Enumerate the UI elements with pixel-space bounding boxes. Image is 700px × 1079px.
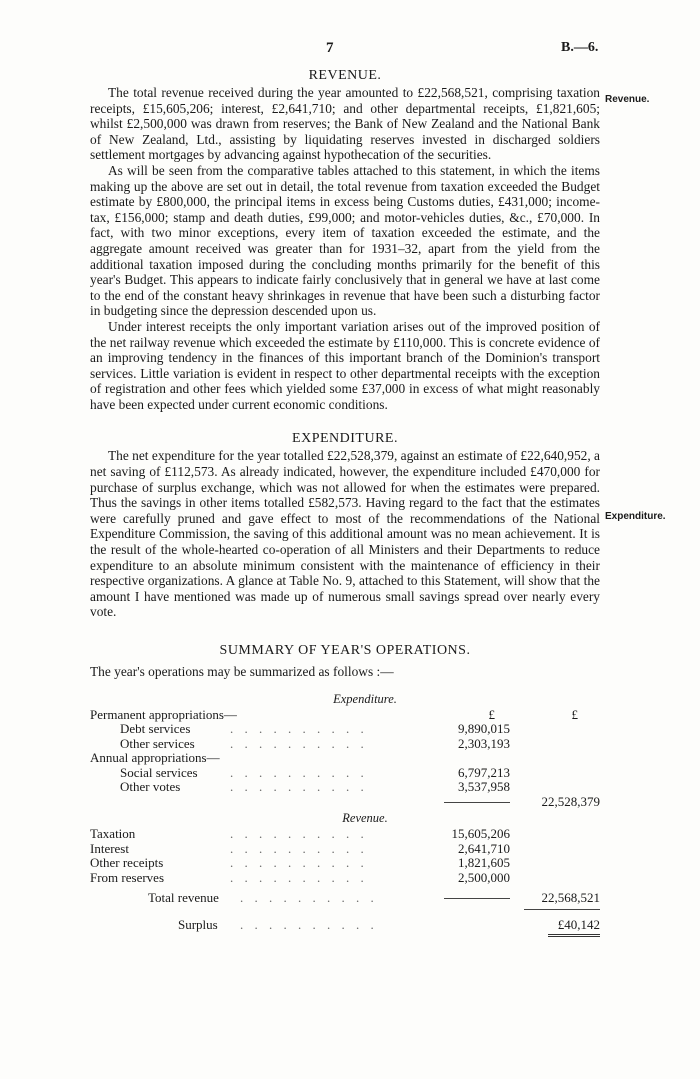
from-reserves-label: From reserves xyxy=(90,869,165,885)
revenue-heading: REVENUE. xyxy=(308,68,382,83)
revenue-paragraph-1: The total revenue received during the year amounted to £22,568,521, comprising taxation receipts, £15,605,206; interest, £2,641,710; and other departmental receipts, £1,821,605; whilst £2,500,000 was drawn from reserves; the Bank of New Zealand and the National Bank of New Zealand, Ltd., assisting by liquidating reserves invested in discharged soldiers settlement mortgages by advancing against hypothecation of the securities. xyxy=(90,85,600,163)
leader-dots: . . . . . . . . . . xyxy=(240,890,378,906)
leader-dots: . . . . . . . . . . xyxy=(230,855,368,871)
expenditure-subheading: Expenditure. xyxy=(333,691,397,706)
other-receipts-value: 1,821,605 xyxy=(458,855,510,871)
table-row xyxy=(90,722,600,737)
currency-col2: £ xyxy=(571,706,578,722)
leader-dots: . . . . . . . . . . xyxy=(230,869,368,885)
from-reserves-value: 2,500,000 xyxy=(458,869,510,885)
taxation-label: Taxation xyxy=(90,826,136,842)
expenditure-heading: EXPENDITURE. xyxy=(292,431,398,447)
permanent-appropriations-label: Permanent appropriations— xyxy=(90,706,237,722)
expenditure-paragraph-1: The net expenditure for the year totalled £22,528,379, against an estimate of £22,640,952, a net saving of £112,573. As already indicated, however, the expenditure included £470,000 for purchase of surplus exchange, which was not allowed for when the estimates were prepared. Thus the savings in other items totalled £582,573. Having regard to the fact that the estimates were carefully pruned and gave effect to most of the recommendations of the National Expenditure Commission, the saving of this additional amount was no mean achievement. It is the result of the whole-hearted co-operation of all Ministers and their Departments to reduce expenditure to an absolute minimum consistent with the maintenance of efficiency in their respective organizations. A glance at Table No. 9, attached to this Statement, will show that the amount I have mentioned was made up of numerous small savings spread over nearly every vote. xyxy=(90,448,600,620)
surplus-value: £40,142 xyxy=(557,916,600,932)
document-reference: B.—6. xyxy=(561,40,599,55)
revenue-subheading: Revenue. xyxy=(342,811,388,826)
social-services-value: 6,797,213 xyxy=(458,764,510,780)
total-revenue-value: 22,568,521 xyxy=(541,890,600,906)
leader-dots: . . . . . . . . . . xyxy=(230,764,368,780)
currency-col1: £ xyxy=(488,706,495,722)
table-row xyxy=(90,737,600,752)
taxation-value: 15,605,206 xyxy=(451,826,510,842)
table-row xyxy=(90,842,600,857)
table-row xyxy=(90,780,600,795)
margin-note-expenditure: Expenditure. xyxy=(605,511,666,522)
leader-dots: . . . . . . . . . . xyxy=(230,840,368,856)
other-services-label: Other services xyxy=(120,735,195,751)
total-revenue-label: Total revenue xyxy=(148,890,219,906)
currency-row xyxy=(90,708,600,723)
revenue-paragraph-2: As will be seen from the comparative tables attached to this statement, in which the items making up the above are set out in detail, the total revenue from taxation exceeded the Budget estimate by £800,000, the principal items in excess being Customs duties, £431,000; income-tax, £156,000; stamp and death duties, £99,000; and motor-vehicles duties, &c., £70,000. In fact, with two minor exceptions, every item of taxation exceeded the estimate, and the aggregate amount received was greater than for 1931–32, apart from the yield from the additional taxation imposed during the concluding months primarily for the benefit of this year's Budget. This appears to indicate fairly conclusively that in general we have at last come to the end of the constant heavy shrinkages in revenue that have been such a disturbing factor in budgeting since the depression descended upon us. xyxy=(90,162,600,319)
leader-dots: . . . . . . . . . . xyxy=(230,721,368,737)
margin-note-revenue: Revenue. xyxy=(605,94,650,105)
expenditure-section xyxy=(90,430,600,620)
revenue-paragraph-3: Under interest receipts the only important variation arises out of the improved position of the net railway revenue which exceeded the estimate by £110,000. This is concrete evidence of an improving tendency in the finances of this important branch of the Dominion's transport services. Little variation is evident in respect to other departmental receipts with the exception of registration and other fees which yielded some £37,000 in excess of what might reasonably have been expected under current economic conditions. xyxy=(90,318,600,412)
interest-value: 2,641,710 xyxy=(458,840,510,856)
document-body xyxy=(90,67,600,938)
table-row xyxy=(90,766,600,781)
total-underline xyxy=(524,909,600,910)
summary-heading: SUMMARY OF YEAR'S OPERATIONS. xyxy=(219,643,471,658)
interest-label: Interest xyxy=(90,840,129,856)
other-votes-value: 3,537,958 xyxy=(458,779,510,795)
debt-services-label: Debt services xyxy=(120,721,191,737)
page-number: 7 xyxy=(326,40,334,56)
table-row xyxy=(90,891,600,906)
subtotal-rule xyxy=(444,802,510,803)
table-row xyxy=(90,827,600,842)
table-row xyxy=(90,918,600,933)
other-votes-label: Other votes xyxy=(120,779,181,795)
social-services-label: Social services xyxy=(120,764,198,780)
debt-services-value: 9,890,015 xyxy=(458,721,510,737)
table-row xyxy=(90,795,600,810)
leader-dots: . . . . . . . . . . xyxy=(230,735,368,751)
table-row xyxy=(90,871,600,886)
table-row xyxy=(90,751,600,766)
leader-dots: . . . . . . . . . . xyxy=(230,779,368,795)
table-row xyxy=(90,856,600,871)
other-receipts-label: Other receipts xyxy=(90,855,164,871)
revenue-section xyxy=(90,67,600,412)
page-header xyxy=(0,40,700,60)
leader-dots: . . . . . . . . . . xyxy=(240,916,378,932)
annual-appropriations-label: Annual appropriations— xyxy=(90,750,220,766)
surplus-label: Surplus xyxy=(178,916,218,932)
summary-intro: The year's operations may be summarized as follows :— xyxy=(90,664,394,679)
rule-row xyxy=(90,906,600,912)
expenditure-total-value: 22,528,379 xyxy=(541,793,600,809)
surplus-double-underline xyxy=(548,934,600,937)
total-rule xyxy=(444,898,510,899)
summary-table xyxy=(90,690,600,939)
leader-dots: . . . . . . . . . . xyxy=(230,826,368,842)
other-services-value: 2,303,193 xyxy=(458,735,510,751)
rule-row xyxy=(90,932,600,938)
summary-section xyxy=(90,642,600,938)
